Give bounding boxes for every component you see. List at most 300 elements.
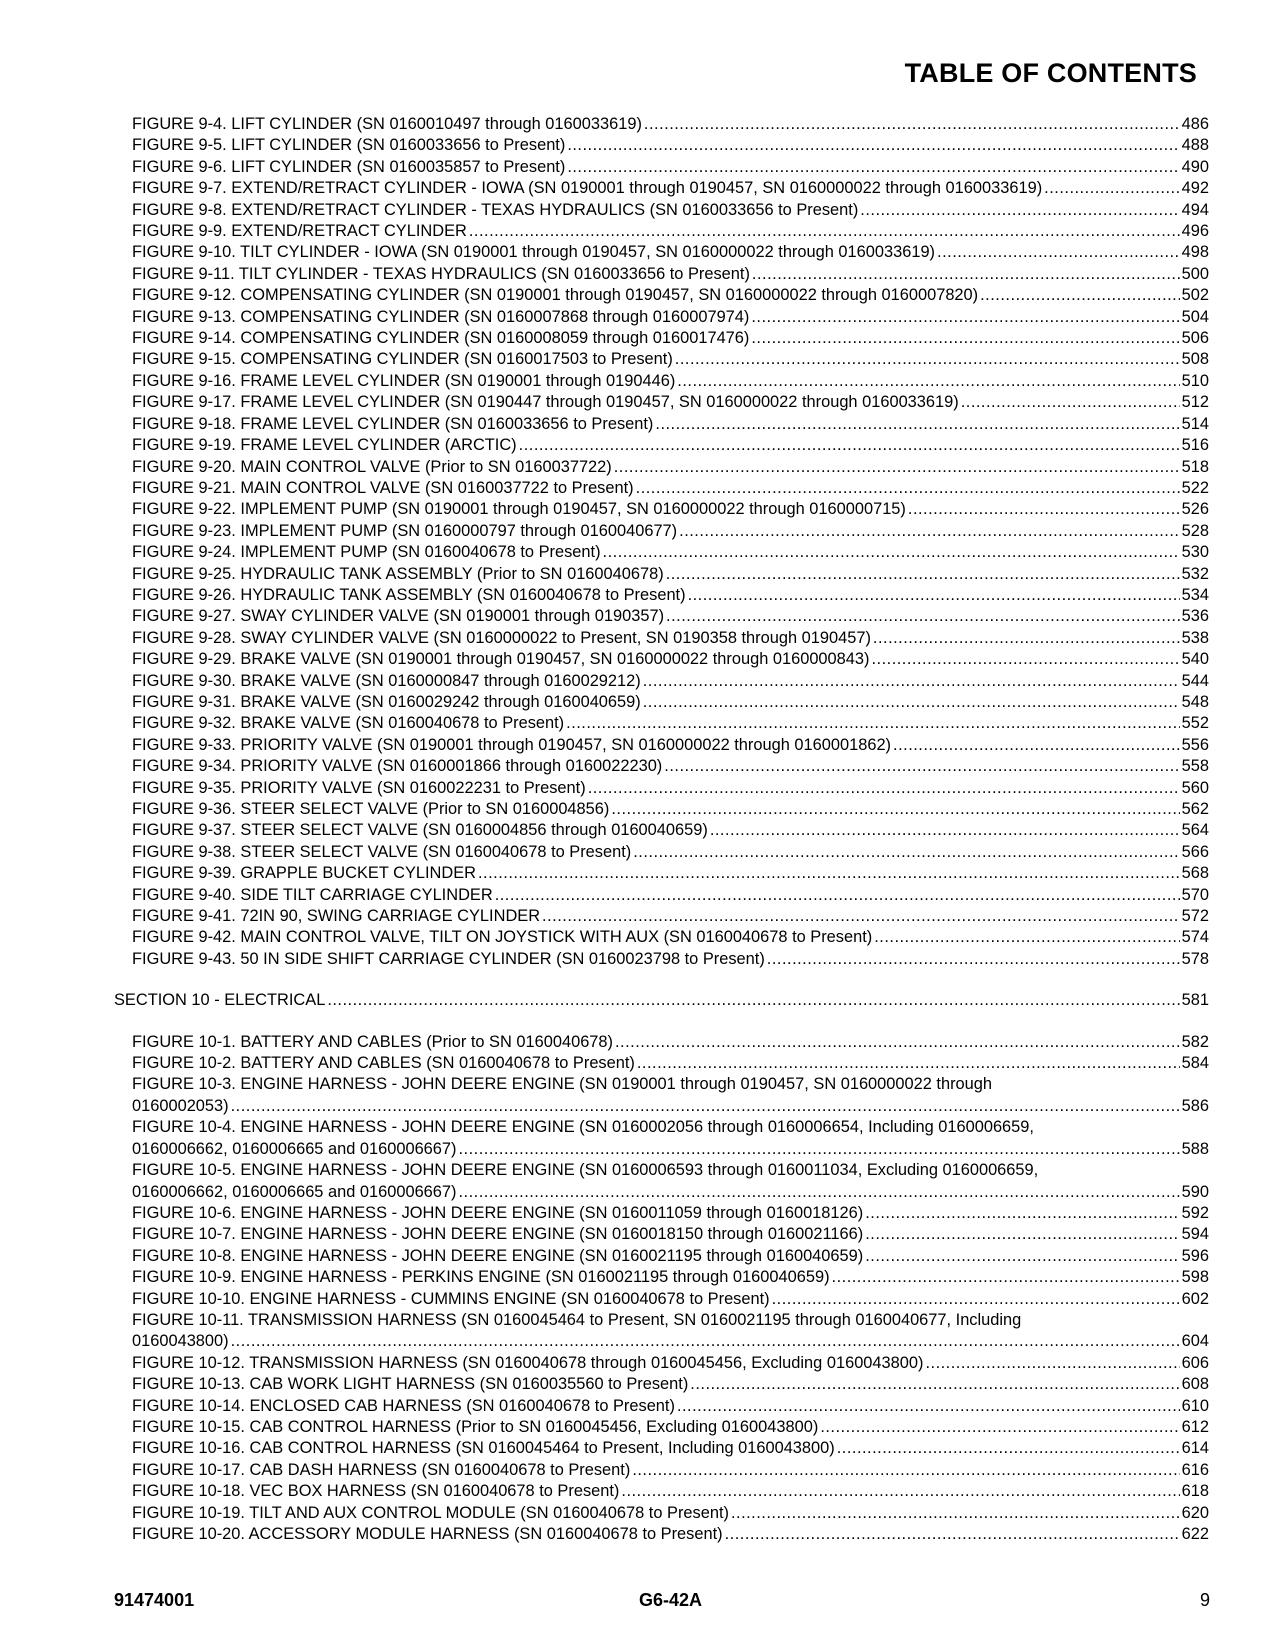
toc-entry-line — [132, 1438, 1209, 1459]
dot-leader — [865, 1224, 1179, 1245]
dot-leader — [690, 1374, 1179, 1395]
dot-leader — [1044, 178, 1179, 199]
toc-entry-line — [132, 285, 1209, 306]
toc-entry-line — [132, 628, 1209, 649]
toc-entry-title: FIGURE 9-21. MAIN CONTROL VALVE (SN 0160037722 to Present) — [132, 478, 634, 497]
toc-entry-page: 492 — [1181, 179, 1209, 198]
toc-entry-line — [132, 307, 1209, 328]
toc-entry-line — [132, 885, 1209, 906]
toc-entry-title: FIGURE 10-12. TRANSMISSION HARNESS (SN 0160040678 through 0160045456, Excluding 0160043800) — [132, 1353, 924, 1372]
toc-entry[interactable] — [132, 1417, 1209, 1438]
toc-entry-title: FIGURE 10-17. CAB DASH HARNESS (SN 0160040678 to Present) — [132, 1460, 631, 1479]
dot-leader — [478, 863, 1180, 884]
toc-entry-title: FIGURE 10-7. ENGINE HARNESS - JOHN DEERE ENGINE (SN 0160018150 through 0160021166) — [132, 1225, 864, 1244]
dot-leader — [677, 1396, 1180, 1417]
page-footer — [114, 1590, 1210, 1614]
toc-entry-title: FIGURE 9-30. BRAKE VALVE (SN 0160000847 through 0160029212) — [132, 671, 641, 690]
toc-entry-page: 530 — [1181, 543, 1209, 562]
toc-entry-line — [132, 1139, 1209, 1160]
toc-entry-line — [132, 649, 1209, 670]
toc-entry-line — [132, 799, 1209, 820]
page-title: TABLE OF CONTENTS — [904, 58, 1197, 88]
toc-entry-title: FIGURE 9-35. PRIORITY VALVE (SN 0160022231 to Present) — [132, 778, 586, 797]
toc-entry-page: 592 — [1181, 1203, 1209, 1222]
toc-entry[interactable] — [132, 863, 1209, 884]
toc-entry-page: 562 — [1181, 800, 1209, 818]
toc-entry-line — [132, 1224, 1209, 1245]
toc-entry-line — [132, 1374, 1209, 1395]
toc-entry-page: 606 — [1181, 1353, 1209, 1372]
dot-leader — [820, 1417, 1179, 1438]
toc-entry-title: FIGURE 10-16. CAB CONTROL HARNESS (SN 0160045464 to Present, Including 0160043800) — [132, 1439, 835, 1458]
toc-entry-page: 572 — [1181, 907, 1209, 926]
dot-leader — [459, 1182, 1180, 1203]
dot-leader — [980, 285, 1180, 306]
toc-entry[interactable] — [132, 135, 1209, 156]
toc-entry[interactable] — [132, 435, 1209, 456]
toc-entry-line — [132, 1396, 1209, 1417]
toc-entry[interactable] — [132, 242, 1209, 263]
toc-entry-page: 526 — [1181, 500, 1209, 519]
toc-entry[interactable] — [132, 285, 1209, 306]
toc-entry-title: FIGURE 9-17. FRAME LEVEL CYLINDER (SN 0190447 through 0190457, SN 0160000022 through 0160033619) — [132, 393, 959, 412]
dot-leader — [231, 1096, 1180, 1117]
dot-leader — [925, 1353, 1179, 1374]
toc-entry-line — [132, 435, 1209, 456]
dot-leader — [725, 1524, 1180, 1545]
toc-entry-title: FIGURE 9-19. FRAME LEVEL CYLINDER (ARCTIC) — [132, 436, 517, 455]
toc-entry-title: FIGURE 9-4. LIFT CYLINDER (SN 0160010497 through 0160033619) — [132, 115, 642, 133]
toc-entry[interactable] — [132, 264, 1209, 285]
toc-entry-page: 581 — [1181, 991, 1209, 1010]
toc-entry-title: FIGURE 10-9. ENGINE HARNESS - PERKINS ENGINE (SN 0160021195 through 0160040659) — [132, 1268, 830, 1287]
dot-leader — [666, 564, 1180, 585]
dot-leader — [615, 1032, 1180, 1053]
toc-entry[interactable] — [132, 799, 1209, 820]
toc-entry-page: 490 — [1181, 157, 1209, 176]
toc-entry-title-line: FIGURE 10-3. ENGINE HARNESS - JOHN DEERE ENGINE (SN 0190001 through 0190457, SN 0160000022 through — [132, 1075, 993, 1094]
toc-entry-title-line: FIGURE 10-5. ENGINE HARNESS - JOHN DEERE ENGINE (SN 0160006593 through 0160011034, Excluding 0160006659, — [132, 1161, 1039, 1180]
toc-entry-page: 532 — [1181, 564, 1209, 583]
dot-leader — [519, 435, 1180, 456]
dot-leader — [860, 200, 1179, 221]
toc-entry-title: FIGURE 9-8. EXTEND/RETRACT CYLINDER - TEXAS HYDRAULICS (SN 0160033656 to Present) — [132, 200, 859, 219]
toc-entry-page: 504 — [1181, 307, 1209, 326]
toc-entry-title: FIGURE 9-18. FRAME LEVEL CYLINDER (SN 0160033656 to Present) — [132, 414, 654, 433]
dot-leader — [231, 1331, 1180, 1352]
toc-entry-title: FIGURE 10-2. BATTERY AND CABLES (SN 0160040678 to Present) — [132, 1054, 635, 1073]
toc-entry[interactable] — [132, 649, 1209, 670]
toc-entry-title: FIGURE 9-9. EXTEND/RETRACT CYLINDER — [132, 222, 467, 241]
dot-leader — [679, 521, 1180, 542]
dot-leader — [655, 414, 1179, 435]
toc-entry[interactable] — [132, 628, 1209, 649]
toc-entry-line — [132, 564, 1209, 585]
toc-entry-line — [132, 1053, 1209, 1074]
toc-entry-line — [132, 1267, 1209, 1288]
toc-entry-page: 596 — [1181, 1246, 1209, 1265]
toc-entry-line — [132, 1203, 1209, 1224]
dot-leader — [621, 1481, 1179, 1502]
toc-entry-title: 0160043800) — [132, 1332, 229, 1351]
section-heading-list — [0, 990, 1275, 1011]
toc-entry[interactable] — [132, 606, 1209, 627]
toc-entry-line — [132, 671, 1209, 692]
toc-entry-page: 500 — [1181, 264, 1209, 283]
toc-entry-title: FIGURE 9-28. SWAY CYLINDER VALVE (SN 0160000022 to Present, SN 0190358 through 0190457) — [132, 628, 871, 647]
toc-entry-line — [132, 1182, 1209, 1203]
toc-entry-line — [132, 1289, 1209, 1310]
toc-entry-line — [132, 735, 1209, 756]
toc-entry[interactable] — [132, 1524, 1209, 1545]
toc-entry-line — [132, 242, 1209, 263]
toc-entry[interactable] — [114, 990, 1209, 1011]
dot-leader — [688, 585, 1180, 606]
table-of-contents — [0, 114, 1275, 1545]
toc-entry[interactable] — [132, 927, 1209, 948]
dot-leader — [614, 457, 1180, 478]
toc-entry-page: 570 — [1181, 885, 1209, 904]
toc-entry[interactable] — [132, 1289, 1209, 1310]
dot-leader — [893, 735, 1180, 756]
toc-entry-page: 502 — [1181, 286, 1209, 305]
toc-entry-page: 590 — [1181, 1182, 1209, 1201]
toc-entry[interactable] — [132, 1074, 1209, 1117]
toc-entry-title: FIGURE 9-22. IMPLEMENT PUMP (SN 0190001 through 0190457, SN 0160000022 through 0160000715) — [132, 500, 906, 519]
toc-entry[interactable] — [132, 221, 1209, 242]
toc-entry-title: FIGURE 9-6. LIFT CYLINDER (SN 0160035857 to Present) — [132, 157, 566, 176]
toc-entry[interactable] — [132, 414, 1209, 435]
dot-leader — [567, 135, 1179, 156]
toc-entry-line — [132, 200, 1209, 221]
toc-entry-line — [132, 1524, 1209, 1545]
model-number: G6-42A — [639, 1590, 703, 1610]
toc-entry-page: 518 — [1181, 457, 1209, 476]
dot-leader — [611, 799, 1179, 820]
toc-entry-page: 508 — [1181, 350, 1209, 369]
toc-entry[interactable] — [132, 564, 1209, 585]
toc-entry-line — [132, 499, 1209, 520]
toc-entry-page: 534 — [1181, 585, 1209, 604]
toc-entry[interactable] — [132, 328, 1209, 349]
toc-entry[interactable] — [132, 1503, 1209, 1524]
dot-leader — [772, 1289, 1180, 1310]
spacer — [0, 970, 1275, 990]
toc-entry-line — [132, 414, 1209, 435]
toc-entry-line — [132, 842, 1209, 863]
toc-entry-page: 548 — [1181, 692, 1209, 711]
toc-entry-page: 516 — [1181, 436, 1209, 455]
dot-leader — [632, 1460, 1179, 1481]
toc-entry[interactable] — [132, 521, 1209, 542]
toc-entry-line — [132, 521, 1209, 542]
toc-entry-title: FIGURE 9-24. IMPLEMENT PUMP (SN 0160040678 to Present) — [132, 543, 601, 562]
dot-leader — [469, 221, 1180, 242]
toc-entry[interactable] — [132, 371, 1209, 392]
toc-entry-title: FIGURE 9-31. BRAKE VALVE (SN 0160029242 through 0160040659) — [132, 692, 641, 711]
toc-entry[interactable] — [132, 949, 1209, 970]
toc-entry-line — [132, 1246, 1209, 1267]
toc-entry-title: FIGURE 10-13. CAB WORK LIGHT HARNESS (SN 0160035560 to Present) — [132, 1375, 689, 1394]
toc-entry[interactable] — [132, 756, 1209, 777]
toc-entry-line — [132, 692, 1209, 713]
toc-entry-page: 604 — [1181, 1332, 1209, 1351]
dot-leader — [961, 392, 1180, 413]
toc-entry-page: 556 — [1181, 735, 1209, 754]
toc-entry[interactable] — [132, 349, 1209, 370]
dot-leader — [937, 242, 1180, 263]
toc-entry-page: 578 — [1181, 949, 1209, 968]
toc-entry[interactable] — [132, 1310, 1209, 1353]
toc-entry[interactable] — [132, 1160, 1209, 1203]
toc-entry[interactable] — [132, 499, 1209, 520]
toc-entry-title: FIGURE 9-36. STEER SELECT VALVE (Prior to SN 0160004856) — [132, 800, 610, 818]
toc-entry[interactable] — [132, 307, 1209, 328]
toc-entry-title: FIGURE 9-23. IMPLEMENT PUMP (SN 0160000797 through 0160040677) — [132, 521, 678, 540]
toc-entry-line — [132, 221, 1209, 242]
toc-entry-line — [132, 949, 1209, 970]
toc-entry-title: FIGURE 10-8. ENGINE HARNESS - JOHN DEERE ENGINE (SN 0160021195 through 0160040659) — [132, 1246, 864, 1265]
toc-entry-page: 566 — [1181, 842, 1209, 861]
dot-leader — [677, 371, 1179, 392]
toc-entry-title: FIGURE 9-7. EXTEND/RETRACT CYLINDER - IOWA (SN 0190001 through 0190457, SN 0160000022 through 0160033619) — [132, 179, 1043, 198]
toc-entry-title: FIGURE 9-34. PRIORITY VALVE (SN 0160001866 through 0160022230) — [132, 757, 663, 776]
dot-leader — [459, 1139, 1180, 1160]
toc-entry-line — [132, 157, 1209, 178]
toc-entry-page: 538 — [1181, 628, 1209, 647]
toc-entry-title: FIGURE 9-38. STEER SELECT VALVE (SN 0160040678 to Present) — [132, 842, 632, 861]
toc-entry-line — [132, 1481, 1209, 1502]
page-number: 9 — [1199, 1590, 1210, 1610]
dot-leader — [566, 713, 1180, 734]
dot-leader — [675, 349, 1180, 370]
toc-entry-page: 594 — [1181, 1225, 1209, 1244]
toc-entry-page: 622 — [1181, 1525, 1209, 1543]
toc-entry-line — [114, 990, 1209, 1011]
toc-entry[interactable] — [132, 542, 1209, 563]
toc-entry-title: FIGURE 10-14. ENCLOSED CAB HARNESS (SN 0160040678 to Present) — [132, 1396, 675, 1415]
toc-entry-title: FIGURE 10-15. CAB CONTROL HARNESS (Prior to SN 0160045456, Excluding 0160043800) — [132, 1417, 819, 1436]
toc-entry-line — [132, 1353, 1209, 1374]
toc-entry-title: FIGURE 9-26. HYDRAULIC TANK ASSEMBLY (SN 0160040678 to Present) — [132, 585, 686, 604]
toc-entry-title: FIGURE 9-10. TILT CYLINDER - IOWA (SN 0190001 through 0190457, SN 0160000022 through 0160033619) — [132, 243, 936, 262]
toc-entry-line — [132, 457, 1209, 478]
toc-entry-title: FIGURE 10-10. ENGINE HARNESS - CUMMINS ENGINE (SN 0160040678 to Present) — [132, 1289, 770, 1308]
toc-entry-page: 486 — [1181, 115, 1209, 133]
dot-leader — [837, 1438, 1180, 1459]
toc-entry-page: 610 — [1181, 1396, 1209, 1415]
toc-entry[interactable] — [132, 1224, 1209, 1245]
toc-entry-page: 510 — [1181, 371, 1209, 390]
dot-leader — [664, 756, 1179, 777]
toc-entry-page: 514 — [1181, 414, 1209, 433]
toc-entry-page: 586 — [1181, 1096, 1209, 1115]
toc-entry-line — [132, 927, 1209, 948]
toc-entry-line — [132, 606, 1209, 627]
toc-entry-page: 618 — [1181, 1482, 1209, 1501]
toc-entry[interactable] — [132, 842, 1209, 863]
dot-leader — [731, 1503, 1180, 1524]
toc-entry-title: FIGURE 9-42. MAIN CONTROL VALVE, TILT ON JOYSTICK WITH AUX (SN 0160040678 to Present) — [132, 928, 873, 947]
toc-entry-page: 560 — [1181, 778, 1209, 797]
dot-leader — [637, 1053, 1180, 1074]
toc-entry-title: 0160006662, 0160006665 and 0160006667) — [132, 1182, 457, 1201]
toc-entry-line — [132, 778, 1209, 799]
toc-entry-page: 544 — [1181, 671, 1209, 690]
toc-entry-line — [132, 906, 1209, 927]
toc-entry-line — [132, 328, 1209, 349]
toc-entry-page: 496 — [1181, 222, 1209, 241]
toc-entry[interactable] — [132, 692, 1209, 713]
toc-entry[interactable] — [132, 906, 1209, 927]
toc-entry-line — [132, 1096, 1209, 1117]
dot-leader — [908, 499, 1180, 520]
toc-entry-title: SECTION 10 - ELECTRICAL — [114, 991, 326, 1010]
dot-leader — [873, 628, 1180, 649]
dot-leader — [643, 671, 1180, 692]
dot-leader — [327, 990, 1179, 1011]
toc-entry-title: FIGURE 9-12. COMPENSATING CYLINDER (SN 0190001 through 0190457, SN 0160000022 through 0160007820) — [132, 286, 979, 305]
figure-list-section-9 — [0, 114, 1275, 970]
toc-entry[interactable] — [132, 885, 1209, 906]
dot-leader — [542, 906, 1180, 927]
dot-leader — [636, 478, 1180, 499]
dot-leader — [603, 542, 1180, 563]
toc-entry[interactable] — [132, 1053, 1209, 1074]
toc-entry-page: 614 — [1181, 1439, 1209, 1458]
dot-leader — [751, 307, 1179, 328]
toc-entry-title: FIGURE 9-11. TILT CYLINDER - TEXAS HYDRAULICS (SN 0160033656 to Present) — [132, 264, 750, 283]
toc-entry-title: FIGURE 9-41. 72IN 90, SWING CARRIAGE CYLINDER — [132, 907, 541, 926]
toc-entry[interactable] — [132, 820, 1209, 841]
toc-entry[interactable] — [132, 1032, 1209, 1053]
toc-entry-title: FIGURE 9-29. BRAKE VALVE (SN 0190001 through 0190457, SN 0160000022 through 0160000843) — [132, 650, 870, 669]
toc-entry[interactable] — [132, 1481, 1209, 1502]
toc-entry-line — [132, 178, 1209, 199]
toc-entry-page: 540 — [1181, 650, 1209, 669]
toc-entry-page: 588 — [1181, 1139, 1209, 1158]
toc-entry-page: 584 — [1181, 1054, 1209, 1073]
toc-entry-line — [132, 135, 1209, 156]
toc-entry-title: FIGURE 9-25. HYDRAULIC TANK ASSEMBLY (Prior to SN 0160040678) — [132, 564, 664, 583]
toc-entry[interactable] — [132, 1203, 1209, 1224]
toc-entry-page: 582 — [1181, 1032, 1209, 1051]
toc-entry-line — [132, 1503, 1209, 1524]
toc-entry-title: FIGURE 9-5. LIFT CYLINDER (SN 0160033656 to Present) — [132, 136, 566, 155]
toc-entry-title: 0160006662, 0160006665 and 0160006667) — [132, 1139, 457, 1158]
toc-entry-page: 488 — [1181, 136, 1209, 155]
toc-entry[interactable] — [132, 778, 1209, 799]
toc-entry-line — [132, 713, 1209, 734]
toc-entry[interactable] — [132, 585, 1209, 606]
toc-entry[interactable] — [132, 735, 1209, 756]
toc-entry-title: FIGURE 10-18. VEC BOX HARNESS (SN 0160040678 to Present) — [132, 1482, 620, 1501]
toc-entry-line — [132, 863, 1209, 884]
toc-entry-line — [132, 585, 1209, 606]
toc-entry-page: 498 — [1181, 243, 1209, 262]
dot-leader — [832, 1267, 1180, 1288]
toc-entry[interactable] — [132, 114, 1209, 135]
toc-entry[interactable] — [132, 457, 1209, 478]
toc-entry-page: 598 — [1181, 1268, 1209, 1287]
toc-entry-page: 602 — [1181, 1289, 1209, 1308]
toc-entry-title: FIGURE 9-37. STEER SELECT VALVE (SN 0160004856 through 0160040659) — [132, 821, 708, 840]
toc-entry-page: 568 — [1181, 864, 1209, 883]
dot-leader — [666, 606, 1180, 627]
toc-entry-page: 574 — [1181, 928, 1209, 947]
dot-leader — [710, 820, 1180, 841]
figure-list-section-10 — [0, 1032, 1275, 1546]
dot-leader — [644, 114, 1180, 135]
toc-entry-title: FIGURE 10-1. BATTERY AND CABLES (Prior to SN 0160040678) — [132, 1032, 613, 1051]
toc-entry-title: 0160002053) — [132, 1096, 229, 1115]
dot-leader — [495, 885, 1180, 906]
toc-entry-title-line: FIGURE 10-11. TRANSMISSION HARNESS (SN 0160045464 to Present, SN 0160021195 through 0160040677, Including — [132, 1310, 1022, 1329]
toc-entry-line — [132, 371, 1209, 392]
toc-entry-line — [132, 1417, 1209, 1438]
toc-entry[interactable] — [132, 1460, 1209, 1481]
toc-entry-line — [132, 392, 1209, 413]
toc-entry[interactable] — [132, 157, 1209, 178]
dot-leader — [567, 157, 1179, 178]
toc-entry-line — [132, 478, 1209, 499]
dot-leader — [874, 927, 1179, 948]
toc-entry-line — [132, 1032, 1209, 1053]
dot-leader — [643, 692, 1180, 713]
toc-entry-page: 494 — [1181, 200, 1209, 219]
toc-entry-title: FIGURE 9-16. FRAME LEVEL CYLINDER (SN 0190001 through 0190446) — [132, 371, 676, 390]
dot-leader — [865, 1246, 1179, 1267]
toc-entry-page: 528 — [1181, 521, 1209, 540]
toc-entry[interactable] — [132, 1396, 1209, 1417]
toc-entry[interactable] — [132, 671, 1209, 692]
toc-entry-line — [132, 820, 1209, 841]
toc-entry-line — [132, 756, 1209, 777]
toc-entry-title: FIGURE 10-6. ENGINE HARNESS - JOHN DEERE ENGINE (SN 0160011059 through 0160018126) — [132, 1203, 864, 1222]
toc-entry-line — [132, 264, 1209, 285]
toc-entry[interactable] — [132, 1353, 1209, 1374]
dot-leader — [767, 949, 1180, 970]
toc-entry[interactable] — [132, 1267, 1209, 1288]
toc-entry-title: FIGURE 9-39. GRAPPLE BUCKET CYLINDER — [132, 864, 476, 883]
toc-entry[interactable] — [132, 1374, 1209, 1395]
toc-entry-title: FIGURE 9-13. COMPENSATING CYLINDER (SN 0160007868 through 0160007974) — [132, 307, 750, 326]
toc-entry-line — [132, 1331, 1209, 1352]
toc-entry-page: 552 — [1181, 714, 1209, 733]
toc-entry[interactable] — [132, 713, 1209, 734]
document-number: 91474001 — [114, 1590, 195, 1610]
toc-entry[interactable] — [132, 200, 1209, 221]
toc-entry-line — [132, 542, 1209, 563]
toc-entry[interactable] — [132, 1438, 1209, 1459]
toc-entry-title: FIGURE 9-33. PRIORITY VALVE (SN 0190001 through 0190457, SN 0160000022 through 0160001862) — [132, 735, 892, 754]
toc-entry-title: FIGURE 9-27. SWAY CYLINDER VALVE (SN 0190001 through 0190357) — [132, 607, 665, 626]
toc-entry-title: FIGURE 9-40. SIDE TILT CARRIAGE CYLINDER — [132, 885, 493, 904]
toc-entry-page: 620 — [1181, 1503, 1209, 1522]
toc-entry-title: FIGURE 10-20. ACCESSORY MODULE HARNESS (SN 0160040678 to Present) — [132, 1525, 723, 1543]
toc-entry[interactable] — [132, 1117, 1209, 1160]
toc-entry[interactable] — [132, 392, 1209, 413]
toc-entry[interactable] — [132, 1246, 1209, 1267]
toc-entry[interactable] — [132, 178, 1209, 199]
toc-entry-title: FIGURE 9-20. MAIN CONTROL VALVE (Prior to SN 0160037722) — [132, 457, 612, 476]
dot-leader — [751, 328, 1179, 349]
toc-entry[interactable] — [132, 478, 1209, 499]
toc-entry-page: 612 — [1181, 1417, 1209, 1436]
toc-entry-page: 616 — [1181, 1460, 1209, 1479]
toc-entry-line — [132, 1460, 1209, 1481]
dot-leader — [752, 264, 1180, 285]
